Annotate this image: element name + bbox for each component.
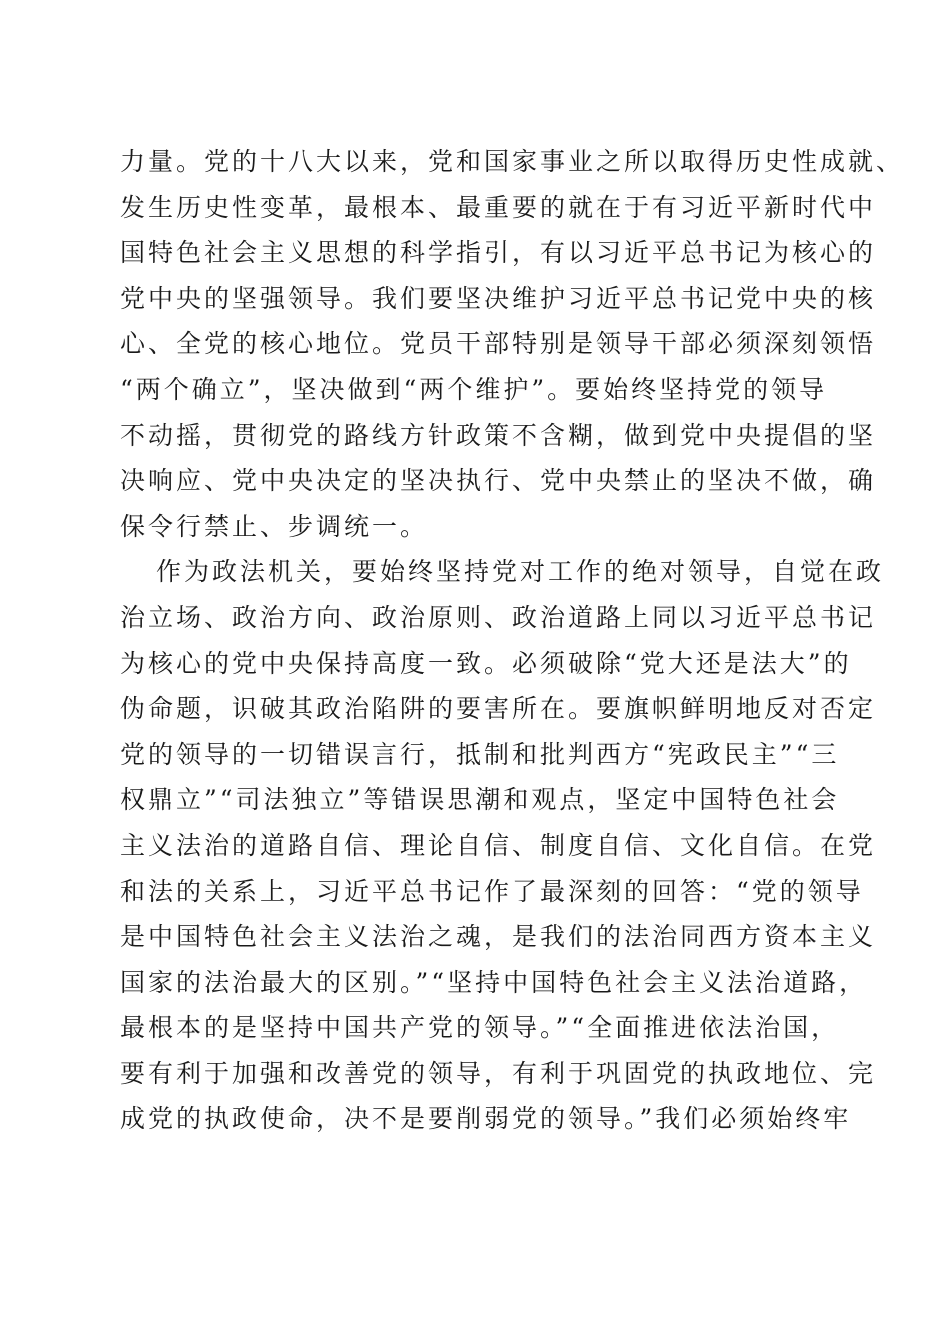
text-line: 治立场、政治方向、政治原则、政治道路上同以习近平总书记 bbox=[120, 602, 877, 632]
paragraph-1 bbox=[120, 139, 905, 549]
text-line: 党的领导的一切错误言行，抵制和批判西方“宪政民主”“三 bbox=[120, 739, 840, 769]
text-line: 作为政法机关，要始终坚持党对工作的绝对领导，自觉在政 bbox=[156, 557, 885, 587]
text-line: 国家的法治最大的区别。”“坚持中国特色社会主义法治道路， bbox=[120, 967, 868, 997]
text-line: 和法的关系上，习近平总书记作了最深刻的回答：“党的领导 bbox=[120, 876, 864, 906]
text-line: 决响应、党中央决定的坚决执行、党中央禁止的坚决不做，确 bbox=[120, 466, 877, 496]
text-line: 党中央的坚强领导。我们要坚决维护习近平总书记党中央的核 bbox=[120, 283, 877, 313]
text-line: 成党的执政使命，决不是要削弱党的领导。”我们必须始终牢 bbox=[120, 1104, 852, 1134]
text-line: “两个确立”，坚决做到“两个维护”。要始终坚持党的领导 bbox=[120, 374, 828, 404]
body-text bbox=[120, 139, 905, 1142]
text-line: 主义法治的道路自信、理论自信、制度自信、文化自信。在党 bbox=[120, 830, 877, 860]
text-line: 为核心的党中央保持高度一致。必须破除“党大还是法大”的 bbox=[120, 648, 852, 678]
paragraph-2 bbox=[120, 549, 885, 1142]
text-line: 保令行禁止、步调统一。 bbox=[120, 511, 429, 541]
text-line: 最根本的是坚持中国共产党的领导。”“全面推进依法治国， bbox=[120, 1013, 840, 1043]
text-line: 是中国特色社会主义法治之魂，是我们的法治同西方资本主义 bbox=[120, 922, 877, 952]
text-line: 心、全党的核心地位。党员干部特别是领导干部必须深刻领悟 bbox=[120, 329, 877, 359]
text-line: 不动摇，贯彻党的路线方针政策不含糊，做到党中央提倡的坚 bbox=[120, 420, 877, 450]
text-line: 力量。党的十八大以来，党和国家事业之所以取得历史性成就、 bbox=[120, 147, 905, 176]
text-line: 要有利于加强和改善党的领导，有利于巩固党的执政地位、完 bbox=[120, 1058, 877, 1088]
text-line: 国特色社会主义思想的科学指引，有以习近平总书记为核心的 bbox=[120, 238, 877, 268]
text-line: 权鼎立”“司法独立”等错误思潮和观点，坚定中国特色社会 bbox=[120, 785, 840, 815]
text-line: 伪命题，识破其政治陷阱的要害所在。要旗帜鲜明地反对否定 bbox=[120, 694, 877, 724]
text-line: 发生历史性变革，最根本、最重要的就在于有习近平新时代中 bbox=[120, 192, 877, 222]
